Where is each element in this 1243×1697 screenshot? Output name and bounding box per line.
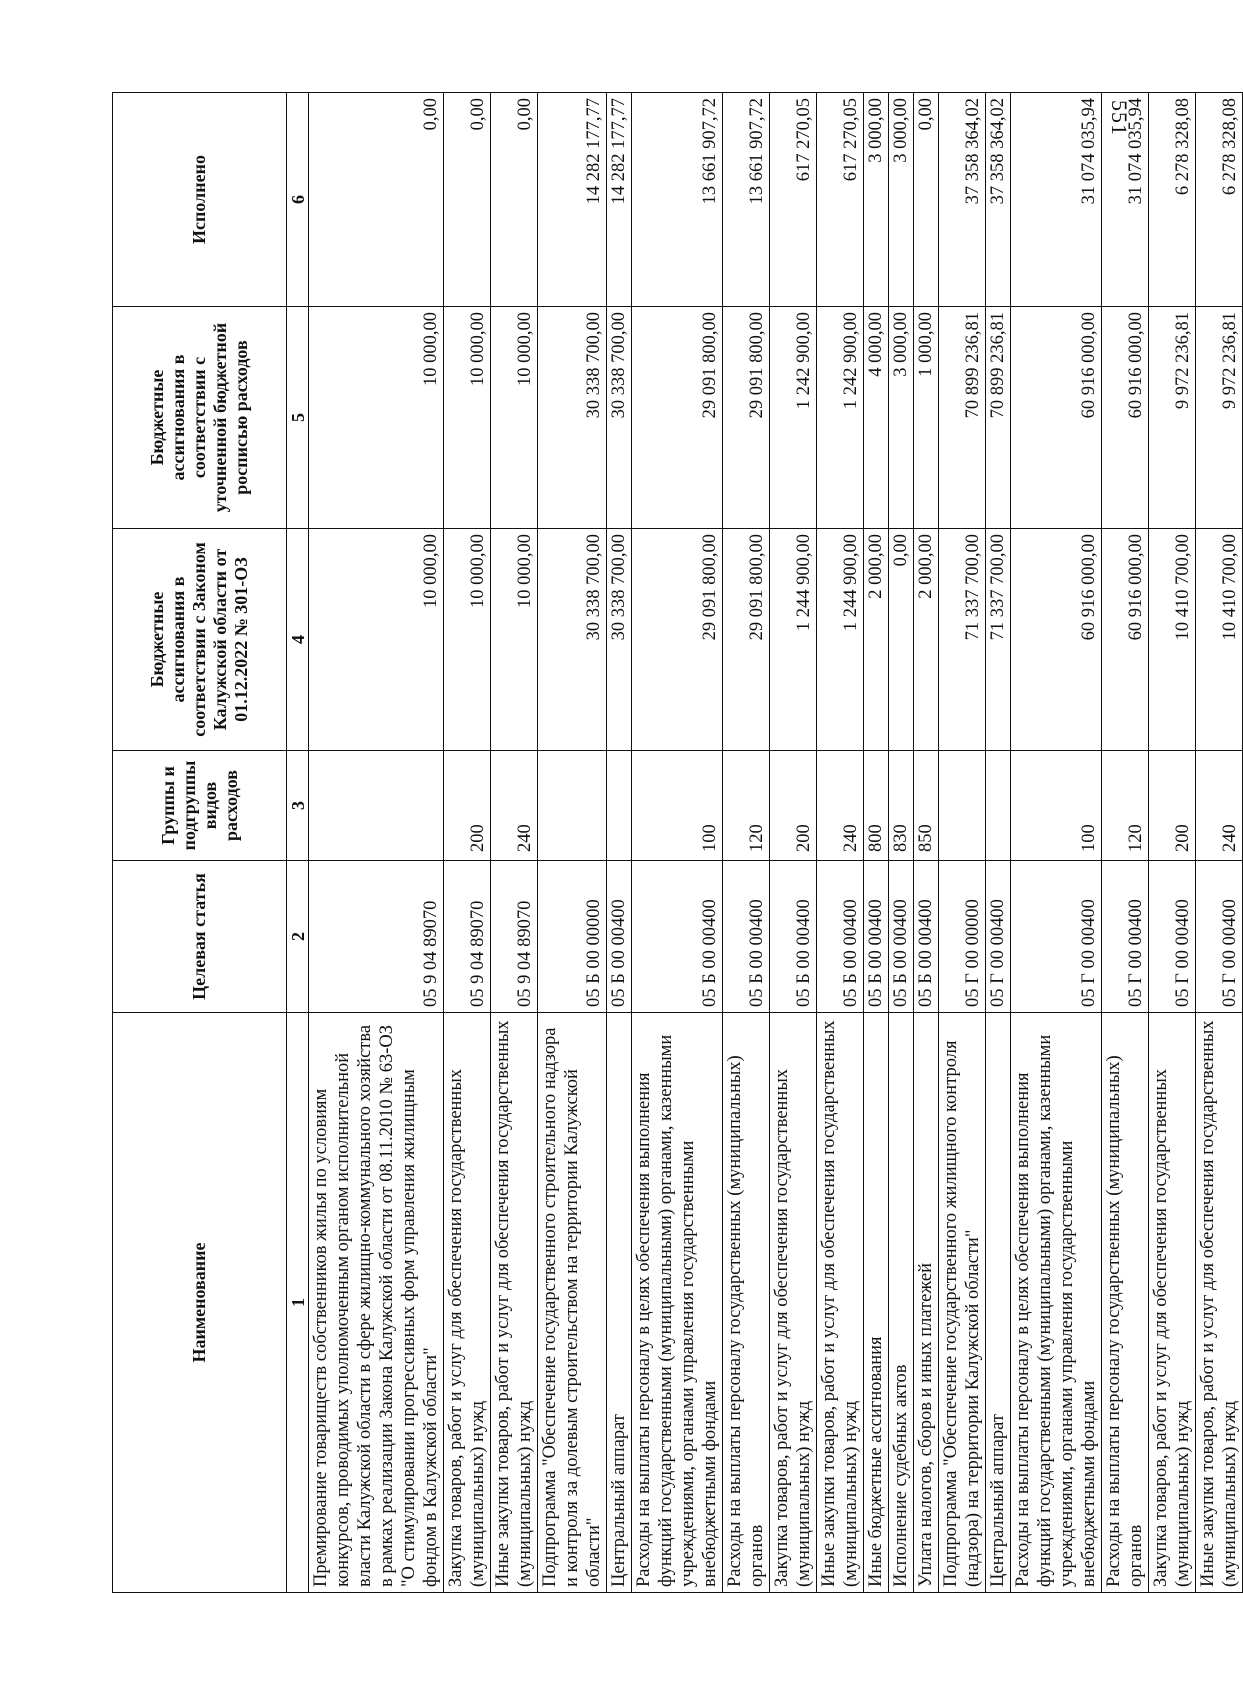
row-plan-amount-cell: 3 000,00: [889, 307, 914, 529]
row-plan-amount-cell: 10 000,00: [444, 307, 491, 529]
column-number: 1: [287, 1013, 309, 1593]
table-row: [770, 93, 817, 1593]
row-name-cell: Закупка товаров, работ и услуг для обеспечения государственных (муниципальных) нужд: [1149, 1013, 1196, 1593]
row-law-amount-cell: 71 337 700,00: [939, 529, 986, 751]
row-name-cell: Расходы на выплаты персоналу в целях обеспечения выполнения функций государственными (муниципальными) органами, казенными учреждениями, органами управления государственными внебюджетными фондами: [1011, 1013, 1102, 1593]
row-executed-amount-cell: 6 278 328,08: [1196, 93, 1243, 307]
row-plan-amount-cell: 10 000,00: [309, 307, 444, 529]
row-target-article-cell: 05 Г 00 00400: [986, 861, 1011, 1013]
row-target-article-cell: 05 Г 00 00400: [1102, 861, 1149, 1013]
row-plan-amount-cell: 70 899 236,81: [939, 307, 986, 529]
row-name-cell: Исполнение судебных актов: [889, 1013, 914, 1593]
table-row: [1149, 93, 1196, 1593]
row-name-cell: Центральный аппарат: [607, 1013, 632, 1593]
row-plan-amount-cell: 4 000,00: [864, 307, 889, 529]
row-executed-amount-cell: 3 000,00: [864, 93, 889, 307]
row-expense-group-cell: 830: [889, 751, 914, 861]
row-name-cell: Подпрограмма "Обеспечение государственного жилищного контроля (надзора) на территории Калужской области": [939, 1013, 986, 1593]
row-expense-group-cell: 120: [1102, 751, 1149, 861]
row-name-cell: Подпрограмма "Обеспечение государственного строительного надзора и контроля за долевым строительством на территории Калужской области": [538, 1013, 607, 1593]
table-row: [1196, 93, 1243, 1593]
table-row: [817, 93, 864, 1593]
row-expense-group-cell: [986, 751, 1011, 861]
table-row: [491, 93, 538, 1593]
table-row: [309, 93, 444, 1593]
row-name-cell: Премирование товариществ собственников жилья по условиям конкурсов, проводимых уполномоченным органом исполнительной власти Калужской области в сфере жилищно-коммунального хозяйства в рамках реализации Закона Калужской области от 08.11.2010 № 63-ОЗ "О стимулировании прогрессивных форм управления жилищным фондом в Калужской области": [309, 1013, 444, 1593]
column-number: 4: [287, 529, 309, 751]
row-law-amount-cell: 1 244 900,00: [817, 529, 864, 751]
row-plan-amount-cell: 1 000,00: [914, 307, 939, 529]
row-plan-amount-cell: 70 899 236,81: [986, 307, 1011, 529]
row-target-article-cell: 05 Б 00 00400: [889, 861, 914, 1013]
table-row: [889, 93, 914, 1593]
table-row: [986, 93, 1011, 1593]
row-target-article-cell: 05 9 04 89070: [309, 861, 444, 1013]
row-executed-amount-cell: 6 278 328,08: [1149, 93, 1196, 307]
row-expense-group-cell: 850: [914, 751, 939, 861]
row-target-article-cell: 05 Б 00 00000: [538, 861, 607, 1013]
page-number: 551: [1107, 100, 1132, 136]
row-plan-amount-cell: 9 972 236,81: [1196, 307, 1243, 529]
column-number: 3: [287, 751, 309, 861]
row-expense-group-cell: [607, 751, 632, 861]
row-expense-group-cell: 200: [770, 751, 817, 861]
rotated-page-content: [112, 93, 1240, 1593]
row-expense-group-cell: 240: [817, 751, 864, 861]
row-law-amount-cell: 10 000,00: [309, 529, 444, 751]
table-header-row: [113, 93, 287, 1593]
table-row: [914, 93, 939, 1593]
row-law-amount-cell: 0,00: [889, 529, 914, 751]
row-executed-amount-cell: 0,00: [491, 93, 538, 307]
row-plan-amount-cell: 30 338 700,00: [538, 307, 607, 529]
table-row: [632, 93, 723, 1593]
row-executed-amount-cell: 37 358 364,02: [986, 93, 1011, 307]
row-target-article-cell: 05 9 04 89070: [491, 861, 538, 1013]
row-target-article-cell: 05 Б 00 00400: [632, 861, 723, 1013]
row-expense-group-cell: 200: [1149, 751, 1196, 861]
row-law-amount-cell: 10 000,00: [491, 529, 538, 751]
header-expense-group: Группы и подгруппы видов расходов: [113, 751, 287, 861]
column-number-row: [287, 93, 309, 1593]
row-law-amount-cell: 60 916 000,00: [1102, 529, 1149, 751]
header-name: Наименование: [113, 1013, 287, 1593]
row-name-cell: Иные закупки товаров, работ и услуг для обеспечения государственных (муниципальных) нужд: [817, 1013, 864, 1593]
row-law-amount-cell: 71 337 700,00: [986, 529, 1011, 751]
row-executed-amount-cell: 617 270,05: [817, 93, 864, 307]
row-executed-amount-cell: 617 270,05: [770, 93, 817, 307]
row-executed-amount-cell: 31 074 035,94: [1102, 93, 1149, 307]
table-row: [444, 93, 491, 1593]
row-plan-amount-cell: 30 338 700,00: [607, 307, 632, 529]
row-target-article-cell: 05 Б 00 00400: [607, 861, 632, 1013]
row-target-article-cell: 05 Б 00 00400: [914, 861, 939, 1013]
row-name-cell: Расходы на выплаты персоналу государственных (муниципальных) органов: [1102, 1013, 1149, 1593]
header-law-allocations: Бюджетные ассигнования в соответствии с Законом Калужской области от 01.12.2022 № 301-ОЗ: [113, 529, 287, 751]
row-name-cell: Центральный аппарат: [986, 1013, 1011, 1593]
table-row: [538, 93, 607, 1593]
row-law-amount-cell: 2 000,00: [864, 529, 889, 751]
row-law-amount-cell: 10 410 700,00: [1196, 529, 1243, 751]
table-row: [723, 93, 770, 1593]
row-name-cell: Иные бюджетные ассигнования: [864, 1013, 889, 1593]
row-executed-amount-cell: 31 074 035,94: [1011, 93, 1102, 307]
row-plan-amount-cell: 1 242 900,00: [817, 307, 864, 529]
row-executed-amount-cell: 0,00: [309, 93, 444, 307]
table-body: [309, 93, 1243, 1593]
row-expense-group-cell: [538, 751, 607, 861]
row-name-cell: Расходы на выплаты персоналу государственных (муниципальных) органов: [723, 1013, 770, 1593]
column-number: 6: [287, 93, 309, 307]
row-plan-amount-cell: 29 091 800,00: [723, 307, 770, 529]
row-plan-amount-cell: 1 242 900,00: [770, 307, 817, 529]
column-number: 5: [287, 307, 309, 529]
row-executed-amount-cell: 0,00: [444, 93, 491, 307]
row-expense-group-cell: 240: [1196, 751, 1243, 861]
row-law-amount-cell: 30 338 700,00: [538, 529, 607, 751]
row-name-cell: Иные закупки товаров, работ и услуг для обеспечения государственных (муниципальных) нужд: [1196, 1013, 1243, 1593]
table-row: [607, 93, 632, 1593]
row-executed-amount-cell: 13 661 907,72: [723, 93, 770, 307]
row-name-cell: Расходы на выплаты персоналу в целях обеспечения выполнения функций государственными (муниципальными) органами, казенными учреждениями, органами управления государственными внебюджетными фондами: [632, 1013, 723, 1593]
header-plan-allocations: Бюджетные ассигнования в соответствии с уточненной бюджетной росписью расходов: [113, 307, 287, 529]
row-law-amount-cell: 10 410 700,00: [1149, 529, 1196, 751]
row-plan-amount-cell: 29 091 800,00: [632, 307, 723, 529]
row-target-article-cell: 05 9 04 89070: [444, 861, 491, 1013]
header-executed: Исполнено: [113, 93, 287, 307]
row-law-amount-cell: 1 244 900,00: [770, 529, 817, 751]
budget-execution-table: [112, 92, 1243, 1593]
row-executed-amount-cell: 0,00: [914, 93, 939, 307]
table-row: [1011, 93, 1102, 1593]
row-target-article-cell: 05 Г 00 00000: [939, 861, 986, 1013]
row-expense-group-cell: 200: [444, 751, 491, 861]
row-plan-amount-cell: 60 916 000,00: [1011, 307, 1102, 529]
row-target-article-cell: 05 Б 00 00400: [723, 861, 770, 1013]
row-name-cell: Закупка товаров, работ и услуг для обеспечения государственных (муниципальных) нужд: [770, 1013, 817, 1593]
row-expense-group-cell: 120: [723, 751, 770, 861]
row-executed-amount-cell: 13 661 907,72: [632, 93, 723, 307]
row-executed-amount-cell: 3 000,00: [889, 93, 914, 307]
row-expense-group-cell: 800: [864, 751, 889, 861]
row-plan-amount-cell: 9 972 236,81: [1149, 307, 1196, 529]
header-target-article: Целевая статья: [113, 861, 287, 1013]
row-target-article-cell: 05 Б 00 00400: [864, 861, 889, 1013]
row-executed-amount-cell: 14 282 177,77: [607, 93, 632, 307]
row-executed-amount-cell: 37 358 364,02: [939, 93, 986, 307]
row-target-article-cell: 05 Б 00 00400: [770, 861, 817, 1013]
row-target-article-cell: 05 Г 00 00400: [1011, 861, 1102, 1013]
row-target-article-cell: 05 Г 00 00400: [1149, 861, 1196, 1013]
row-law-amount-cell: 30 338 700,00: [607, 529, 632, 751]
row-expense-group-cell: 100: [632, 751, 723, 861]
row-expense-group-cell: 100: [1011, 751, 1102, 861]
row-executed-amount-cell: 14 282 177,77: [538, 93, 607, 307]
row-expense-group-cell: 240: [491, 751, 538, 861]
table-row: [864, 93, 889, 1593]
row-law-amount-cell: 29 091 800,00: [723, 529, 770, 751]
row-name-cell: Иные закупки товаров, работ и услуг для обеспечения государственных (муниципальных) нужд: [491, 1013, 538, 1593]
table-row: [1102, 93, 1149, 1593]
row-plan-amount-cell: 60 916 000,00: [1102, 307, 1149, 529]
column-number: 2: [287, 861, 309, 1013]
row-expense-group-cell: [309, 751, 444, 861]
table-row: [939, 93, 986, 1593]
row-target-article-cell: 05 Г 00 00400: [1196, 861, 1243, 1013]
row-expense-group-cell: [939, 751, 986, 861]
row-target-article-cell: 05 Б 00 00400: [817, 861, 864, 1013]
row-law-amount-cell: 10 000,00: [444, 529, 491, 751]
row-law-amount-cell: 2 000,00: [914, 529, 939, 751]
row-name-cell: Закупка товаров, работ и услуг для обеспечения государственных (муниципальных) нужд: [444, 1013, 491, 1593]
row-plan-amount-cell: 10 000,00: [491, 307, 538, 529]
row-law-amount-cell: 60 916 000,00: [1011, 529, 1102, 751]
row-law-amount-cell: 29 091 800,00: [632, 529, 723, 751]
row-name-cell: Уплата налогов, сборов и иных платежей: [914, 1013, 939, 1593]
